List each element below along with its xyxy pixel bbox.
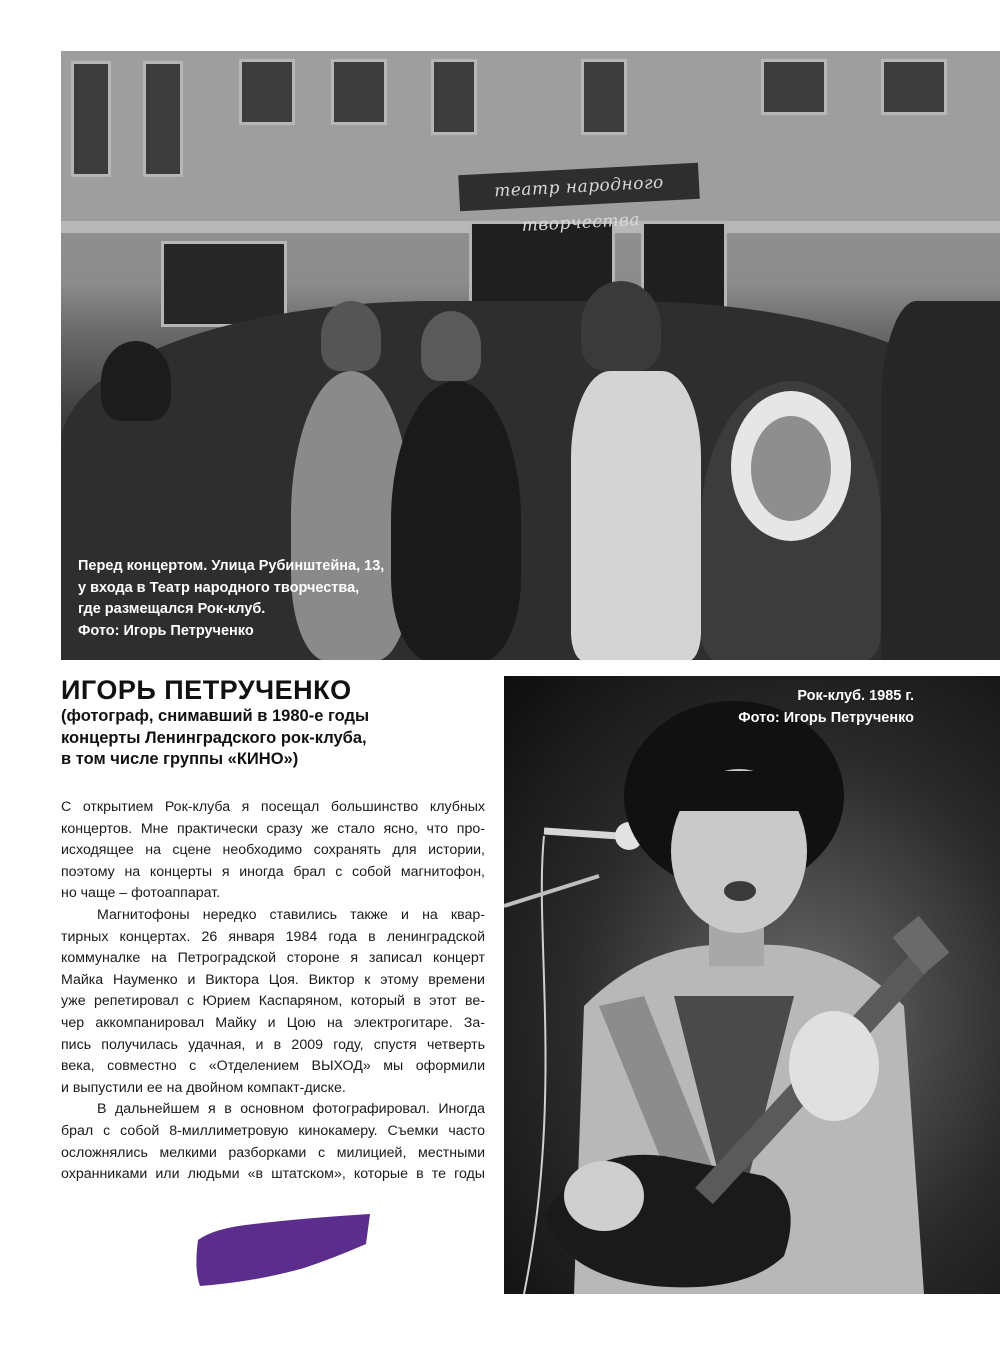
article-subtitle (61, 706, 491, 771)
window (581, 59, 627, 135)
doorway (161, 241, 287, 327)
caption-line: у входа в Театр народного творчества, (78, 579, 360, 596)
brush-stroke-decoration (194, 1210, 372, 1290)
article-body (61, 797, 485, 1186)
window (881, 59, 947, 115)
body-line: Майка Науменко и Виктора Цоя. Виктор к этому времени (61, 971, 485, 988)
concert-photo (504, 676, 1000, 1294)
window (761, 59, 827, 115)
right-photo-caption (738, 686, 914, 729)
caption-line: Фото: Игорь Петрученко (78, 622, 254, 639)
subtitle-line: в том числе группы «КИНО») (61, 750, 299, 768)
article-title: ИГОРЬ ПЕТРУЧЕНКО (61, 675, 352, 705)
caption-line: где размещался Рок-клуб. (78, 601, 266, 617)
body-line: брал с собой 8-миллиметровую кинокамеру. Съемки часто (61, 1122, 485, 1139)
body-line: коммуналке на Петроградской стороне я записал концерт (61, 950, 485, 967)
person (101, 341, 171, 421)
body-line: концертов. Мне практически сразу же стало ясно, что про- (61, 820, 485, 837)
window (71, 61, 111, 177)
body-line: поэтому на концерты я иногда брал с собой магнитофон, (61, 863, 485, 880)
window (331, 59, 387, 125)
top-photo-caption (78, 556, 384, 642)
window (239, 59, 295, 125)
caption-line: Рок-клуб. 1985 г. (797, 688, 914, 704)
body-line: чер аккомпанировал Майку и Цою на электрогитаре. За- (61, 1014, 485, 1031)
face (751, 416, 831, 521)
person-dark-jacket (391, 381, 521, 660)
window (143, 61, 183, 177)
body-line: но чаще – фотоаппарат. (61, 885, 221, 902)
body-line: охранниками или людьми «в штатском», которые в те годы (61, 1166, 485, 1183)
person-white-jacket (571, 371, 701, 660)
crowd-photo (61, 51, 1000, 660)
body-line: века, совместно с «Отделением ВЫХОД» мы оформили (61, 1058, 485, 1075)
performer-illustration (504, 676, 1000, 1294)
body-line: осложнялись мелкими разборками с милицией, местными (61, 1144, 485, 1161)
body-line: и выпустили ее на двойном компакт-диске. (61, 1079, 346, 1096)
person (881, 301, 1000, 660)
window (431, 59, 477, 135)
caption-line: Перед концертом. Улица Рубинштейна, 13, (78, 558, 385, 574)
subtitle-line: концерты Ленинградского рок-клуба, (61, 728, 367, 747)
body-line: С открытием Рок-клуба я посещал большинство клубных (61, 799, 485, 815)
body-line: тирных концертах. 26 января 1984 года в ленинградской (61, 928, 485, 945)
theatre-sign: театр народного творчества (458, 163, 700, 212)
person (421, 311, 481, 381)
caption-line: Фото: Игорь Петрученко (738, 709, 914, 726)
person (321, 301, 381, 371)
person (581, 281, 661, 371)
body-line: исходящее на сцене необходимо сохранять для истории, (61, 842, 485, 859)
body-line: Магнитофоны нередко ставились также и на квар- (97, 906, 485, 923)
subtitle-line: (фотограф, снимавший в 1980-е годы (61, 707, 370, 725)
body-line: уже репетировал с Юрием Каспаряном, который в этот ве- (61, 993, 485, 1010)
body-line: В дальнейшем я в основном фотографировал. Иногда (97, 1101, 485, 1118)
body-line: пись получилась удачная, и в 2009 году, спустя четверть (61, 1036, 485, 1053)
